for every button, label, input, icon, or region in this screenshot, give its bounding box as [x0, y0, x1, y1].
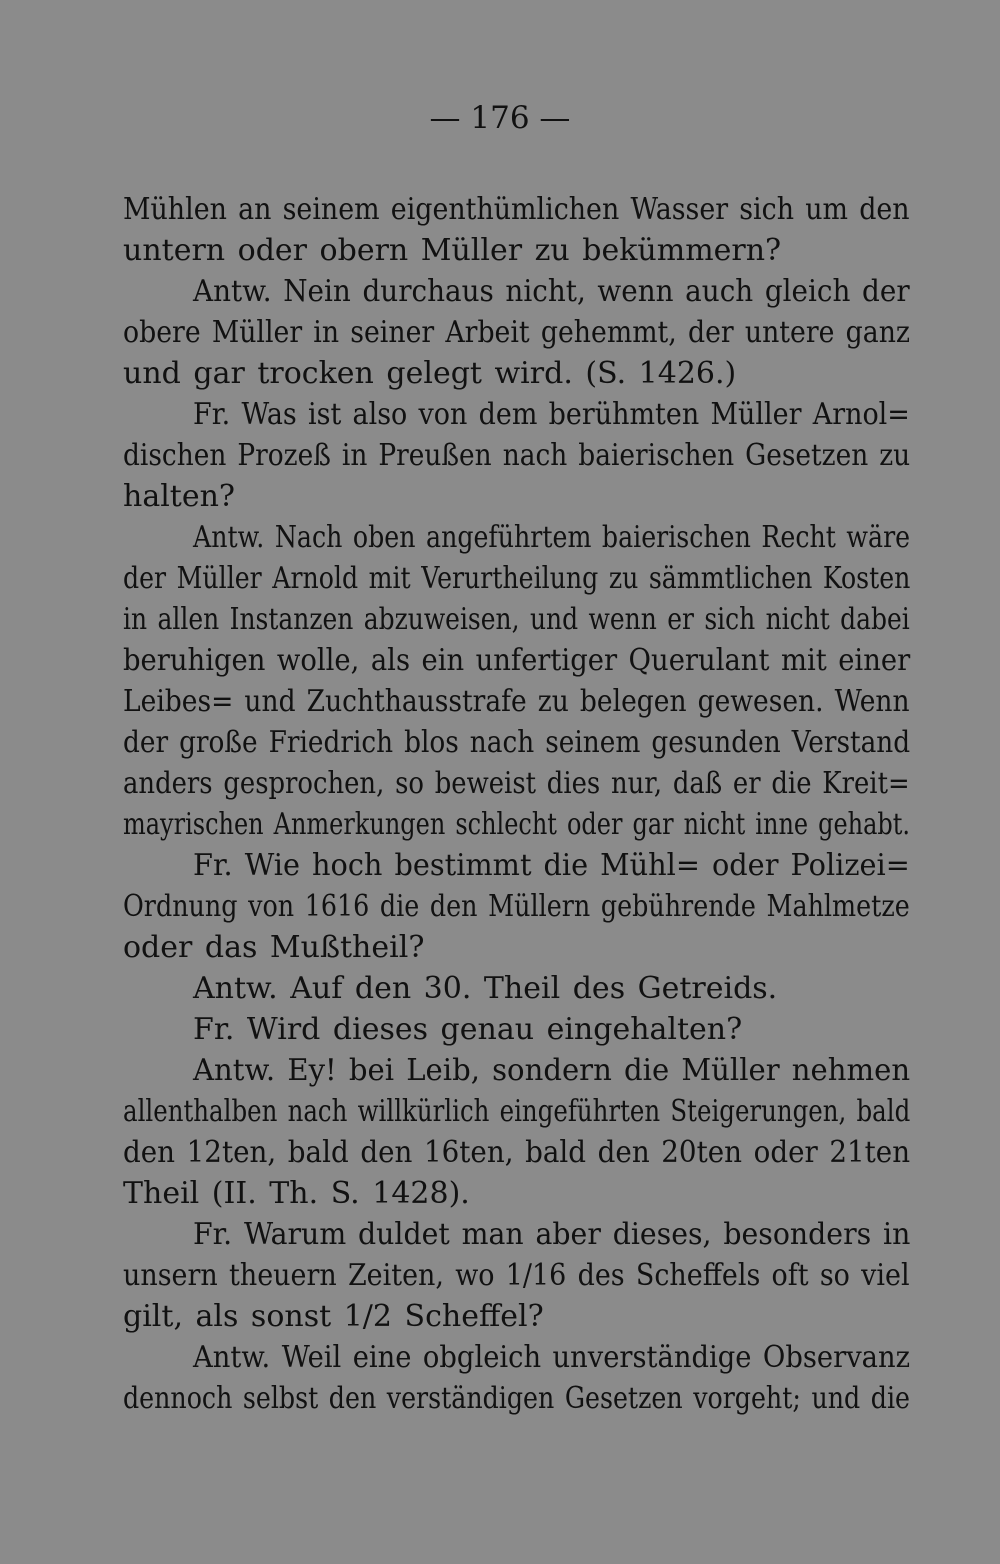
text-line: Fr. Wie hoch bestimmt die Mühl= oder Polizei=	[193, 848, 910, 883]
text-line: in allen Instanzen abzuweisen, und wenn er sich nicht dabei	[123, 602, 910, 637]
text-line: obere Müller in seiner Arbeit gehemmt, der untere ganz	[123, 315, 911, 350]
text-line: Antw. Nach oben angeführtem baierischen Recht wäre	[193, 520, 911, 555]
text-line: oder das Mußtheil?	[123, 930, 425, 965]
text-line: der große Friedrich blos nach seinem gesunden Verstand	[123, 725, 911, 760]
text-line: Mühlen an seinem eigenthümlichen Wasser sich um den	[123, 192, 910, 227]
text-line: dennoch selbst den verständigen Gesetzen vorgeht; und die	[123, 1381, 910, 1416]
text-line: beruhigen wolle, als ein unfertiger Querulant mit einer	[123, 643, 911, 678]
text-line: den 12ten, bald den 16ten, bald den 20ten oder 21ten	[123, 1135, 911, 1170]
text-line: Antw. Nein durchaus nicht, wenn auch gleich der	[193, 274, 910, 309]
text-line: Theil (II. Th. S. 1428).	[123, 1176, 470, 1211]
text-line: der Müller Arnold mit Verurtheilung zu sämmtlichen Kosten	[123, 561, 911, 596]
text-line: unsern theuern Zeiten, wo 1/16 des Scheffels oft so viel	[123, 1258, 910, 1293]
text-line: Fr. Warum duldet man aber dieses, besonders in	[193, 1217, 911, 1252]
text-line: Antw. Weil eine obgleich unverständige Observanz	[193, 1340, 911, 1375]
text-line: Ordnung von 1616 die den Müllern gebührende Mahlmetze	[123, 889, 910, 924]
text-line: Antw. Auf den 30. Theil des Getreids.	[193, 971, 778, 1006]
text-line: dischen Prozeß in Preußen nach baierischen Gesetzen zu	[123, 438, 911, 473]
text-line: Leibes= und Zuchthausstrafe zu belegen gewesen. Wenn	[123, 684, 910, 719]
text-line: anders gesprochen, so beweist dies nur, daß er die Kreit=	[123, 766, 910, 801]
text-line: und gar trocken gelegt wird. (S. 1426.)	[123, 356, 737, 391]
text-line: Antw. Ey! bei Leib, sondern die Müller nehmen	[193, 1053, 911, 1088]
page-number: — 176 —	[429, 100, 571, 136]
text-line: Fr. Wird dieses genau eingehalten?	[193, 1012, 743, 1047]
text-line: untern oder obern Müller zu bekümmern?	[123, 233, 782, 268]
text-line: halten?	[123, 479, 236, 514]
text-line: gilt, als sonst 1/2 Scheffel?	[123, 1299, 544, 1334]
text-line: Fr. Was ist also von dem berühmten Müller Arnol=	[193, 397, 910, 432]
text-line: mayrischen Anmerkungen schlecht oder gar nicht inne gehabt.	[123, 807, 911, 842]
text-line: allenthalben nach willkürlich eingeführten Steigerungen, bald	[123, 1094, 911, 1129]
